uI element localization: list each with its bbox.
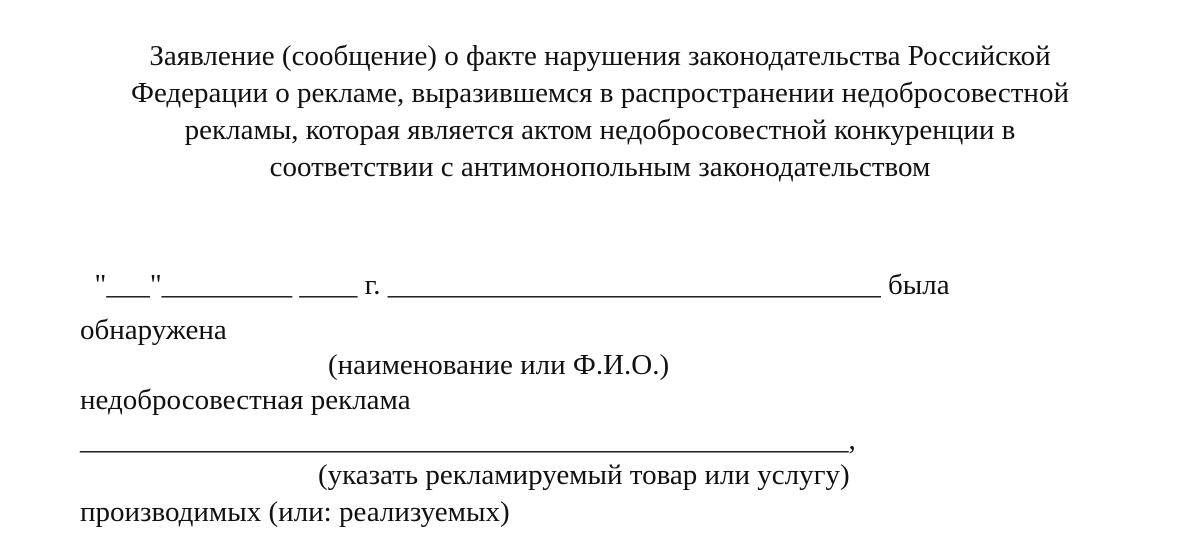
product-blank-line: _____________________________________________________, xyxy=(80,424,856,456)
found-line: обнаружена xyxy=(80,314,227,346)
name-caption: (наименование или Ф.И.О.) xyxy=(328,349,670,381)
title-line-2: Федерации о рекламе, выразившемся в распространении недобросовестной xyxy=(131,77,1069,109)
title-line-3: рекламы, которая является актом недобросовестной конкуренции в xyxy=(184,114,1016,146)
title-line-1: Заявление (сообщение) о факте нарушения законодательства Российской xyxy=(149,40,1051,72)
document-title xyxy=(60,38,1140,186)
title-line-4: соответствии с антимонопольным законодательством xyxy=(269,151,931,183)
date-line: "___"_________ ____ г. __________________________________ была xyxy=(80,269,950,301)
ad-line: недобросовестная реклама xyxy=(80,384,411,416)
product-caption: (указать рекламируемый товар или услугу) xyxy=(318,459,850,491)
produced-line: производимых (или: реализуемых) xyxy=(80,496,510,528)
